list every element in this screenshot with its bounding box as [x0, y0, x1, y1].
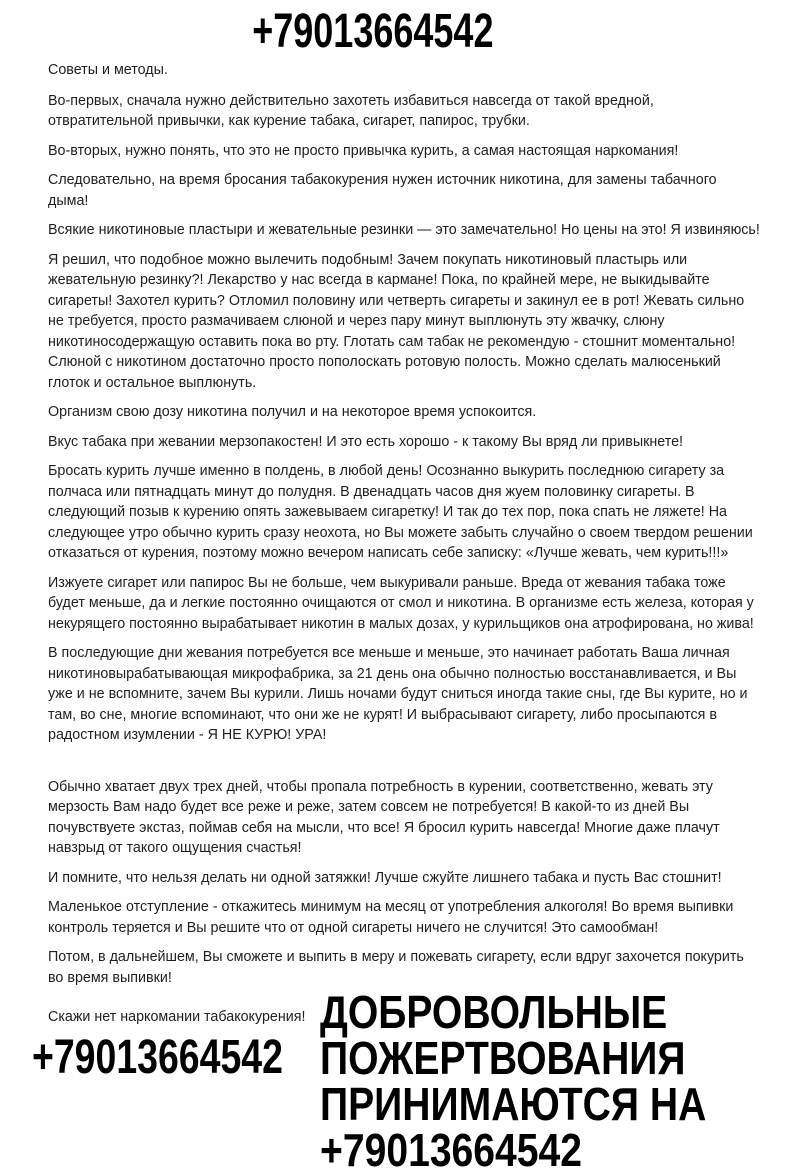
- donation-line: +79013664542: [320, 1124, 583, 1176]
- phone-number-bottom: +79013664542: [32, 1030, 283, 1084]
- body-paragraphs: [48, 91, 760, 989]
- paragraph: Организм свою дозу никотина получил и на некоторое время успокоится.: [48, 404, 537, 420]
- header-phone-wrap: [48, 5, 758, 58]
- paragraph: Во-вторых, нужно понять, что это не просто привычка курить, а самая настоящая наркомания!: [48, 142, 679, 159]
- document-title: Советы и методы.: [48, 62, 168, 78]
- paragraph: Изжуете сигарет или папирос Вы не больше, чем выкуривали раньше. Вреда от жевания табака тоже будет меньше, да и легкие постоянно очищаются от смол и никотина. В организме есть железа, которая у некурящего постоянно вырабатывает никотин в малых дозах, у курильщиков она атрофирована, но жива!: [48, 574, 754, 632]
- donation-line: ПОЖЕРТВОВАНИЯ: [320, 1032, 686, 1084]
- paragraph: Всякие никотиновые пластыри и жевательные резинки — это замечательно! Но цены на это! Я извиняюсь!: [48, 222, 760, 238]
- paragraph: Следовательно, на время бросания табакокурения нужен источник никотина, для замены табачного дыма!: [48, 172, 717, 209]
- donation-text-block: [320, 986, 775, 1176]
- paragraph: Во-первых, сначала нужно действительно захотеть избавиться навсегда от такой вредной, отвратительной привычки, как курение табака, сигарет, папирос, трубки.: [48, 92, 654, 129]
- paragraph: Потом, в дальнейшем, Вы сможете и выпить в меру и пожевать сигарету, если вдруг захочется покурить во время выпивки!: [48, 949, 744, 986]
- paragraph: В последующие дни жевания потребуется все меньше и меньше, это начинает работать Ваша личная никотиновырабатывающая микрофабрика, за 21 день она обычно полностью восстанавливается, и Вы уже и не вспомните, зачем Вы курили. Лишь ночами будут сниться иногда такие сны, где Вы курите, но и там, во сне, многие вспоминают, что они же не курят! И выбрасывают сигарету, либо просыпаются в радостном изумлении - Я НЕ КУРЮ! УРА!: [48, 645, 748, 743]
- paragraph: Обычно хватает двух трех дней, чтобы пропала потребность в курении, соответственно, жевать эту мерзость Вам надо будет все реже и реже, затем совсем не потребуется! В какой-то из дней Вы почувствуете экстаз, поймав себя на мысли, что все! Я бросил курить навсегда! Многие даже плачут навзрыд от такого ощущения счастья!: [48, 778, 720, 856]
- paragraph: Бросать курить лучше именно в полдень, в любой день! Осознанно выкурить последнюю сигарету за полчаса или пятнадцать минут до полудня. В двенадцать часов дня жуем половинку сигареты. В следующий позыв к курению опять зажевываем сигаретку! И так до тех пор, пока спать не ляжете! На следующее утро обычно курить сразу неохота, но Вы можете забыть случайно о своем твердом решении отказаться от курения, поэтому можно вечером написать себе записку: «Лучше жевать, чем курить!!!»: [48, 463, 753, 561]
- donation-line: ПРИНИМАЮТСЯ НА: [320, 1078, 707, 1130]
- paragraph: Вкус табака при жевании мерзопакостен! И это есть хорошо - к такому Вы вряд ли привыкнете!: [48, 433, 684, 450]
- paragraph: И помните, что нельзя делать ни одной затяжки! Лучше сжуйте лишнего табака и пусть Вас стошнит!: [48, 869, 722, 886]
- paragraph: Маленькое отступление - откажитесь минимум на месяц от употребления алкоголя! Во время выпивки контроль теряется и Вы решите что от одной сигареты ничего не случится! Это самообман!: [48, 899, 734, 936]
- paragraph: [48, 755, 760, 768]
- paragraph: Я решил, что подобное можно вылечить подобным! Зачем покупать никотиновый пластырь или жевательную резинку?! Лекарство у нас всегда в кармане! Пока, по крайней мере, не выкидывайте сигареты! Захотел курить? Отломил половину или четверть сигареты и закинул ее в рот! Жевать сильно не требуется, просто размачиваем слюной и через пару минут выплюнуть эту жвачку, слюну никотиносодержащую оставить пока во рту. Глотать сам табак не рекомендую - стошнит моментально! Слюной с никотином достаточно просто пополоскать ротовую полость. Можно сделать малюсенький глоток и остальное выплюнуть.: [48, 251, 745, 391]
- footer-left-column: [32, 997, 320, 1084]
- phone-number-top: +79013664542: [252, 5, 494, 58]
- footer: [32, 986, 758, 1176]
- donation-line: ДОБРОВОЛЬНЫЕ: [320, 986, 668, 1038]
- slogan-text: Скажи нет наркомании табакокурения!: [48, 1009, 306, 1025]
